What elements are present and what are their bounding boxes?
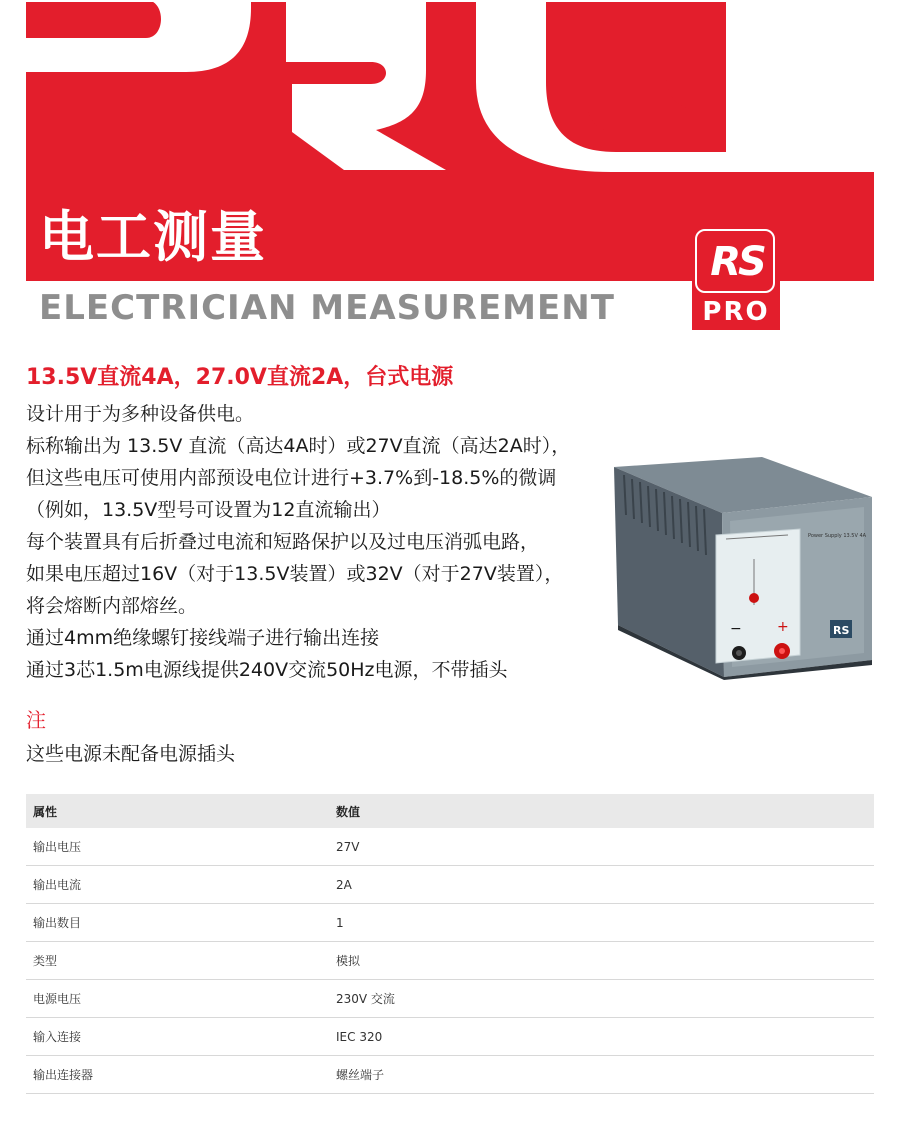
table-header-value: 数值 bbox=[329, 794, 874, 828]
description-line: 设计用于为多种设备供电。 bbox=[26, 403, 255, 425]
note-text: 这些电源未配备电源插头 bbox=[26, 743, 236, 765]
table-cell-value: IEC 320 bbox=[329, 1018, 874, 1056]
category-banner bbox=[26, 2, 874, 334]
table-cell-attribute: 输出电流 bbox=[26, 866, 329, 904]
table-cell-attribute: 输入连接 bbox=[26, 1018, 329, 1056]
category-title-cn: 电工测量 bbox=[39, 205, 268, 269]
table-cell-attribute: 类型 bbox=[26, 942, 329, 980]
description-line: 通过4mm绝缘螺钉接线端子进行输出连接 bbox=[26, 627, 380, 649]
table-cell-attribute: 输出电压 bbox=[26, 828, 329, 866]
table-cell-value: 1 bbox=[329, 904, 874, 942]
table-row bbox=[26, 904, 874, 942]
table-cell-attribute: 电源电压 bbox=[26, 980, 329, 1018]
table-header-row bbox=[26, 794, 874, 828]
table-row bbox=[26, 942, 874, 980]
description-line: 标称输出为 13.5V 直流（高达4A时）或27V直流（高达2A时）， bbox=[26, 435, 571, 457]
table-row bbox=[26, 866, 874, 904]
spec-table bbox=[26, 794, 874, 1094]
description-line: 将会熔断内部熔丝。 bbox=[26, 595, 198, 617]
power-supply-image bbox=[612, 455, 874, 680]
rs-pro-logo bbox=[692, 226, 780, 330]
table-cell-attribute: 输出连接器 bbox=[26, 1056, 329, 1094]
table-row bbox=[26, 980, 874, 1018]
description-line: （例如，13.5V型号可设置为12直流输出） bbox=[26, 499, 391, 521]
terminal-minus-label: − bbox=[730, 621, 742, 637]
table-cell-value: 2A bbox=[329, 866, 874, 904]
note-title: 注 bbox=[26, 708, 46, 732]
device-panel-label: Power Supply 13.5V 4A bbox=[808, 533, 867, 539]
logo-frame bbox=[695, 229, 775, 293]
table-row bbox=[26, 828, 874, 866]
table-row bbox=[26, 1018, 874, 1056]
logo-pro-text: PRO bbox=[702, 297, 770, 327]
description-line: 每个装置具有后折叠过电流和短路保护以及过电压消弧电路， bbox=[26, 531, 540, 553]
terminal-plus-label: + bbox=[777, 619, 789, 635]
table-cell-value: 27V bbox=[329, 828, 874, 866]
table-row bbox=[26, 1056, 874, 1094]
device-logo: RS bbox=[833, 624, 850, 637]
description-line: 如果电压超过16V（对于13.5V装置）或32V（对于27V装置）， bbox=[26, 563, 564, 585]
table-cell-value: 模拟 bbox=[329, 942, 874, 980]
product-title: 13.5V直流4A，27.0V直流2A，台式电源 bbox=[26, 365, 454, 390]
product-description bbox=[26, 398, 616, 686]
table-header-attribute: 属性 bbox=[26, 794, 329, 828]
table-cell-attribute: 输出数目 bbox=[26, 904, 329, 942]
description-line: 通过3芯1.5m电源线提供240V交流50Hz电源，不带插头 bbox=[26, 659, 508, 681]
logo-rs-text: RS bbox=[710, 239, 764, 285]
table-cell-value: 230V 交流 bbox=[329, 980, 874, 1018]
table-cell-value: 螺丝端子 bbox=[329, 1056, 874, 1094]
category-title-en: ELECTRICIAN MEASUREMENT bbox=[39, 288, 615, 328]
description-line: 但这些电压可使用内部预设电位计进行+3.7%到-18.5%的微调 bbox=[26, 467, 557, 489]
